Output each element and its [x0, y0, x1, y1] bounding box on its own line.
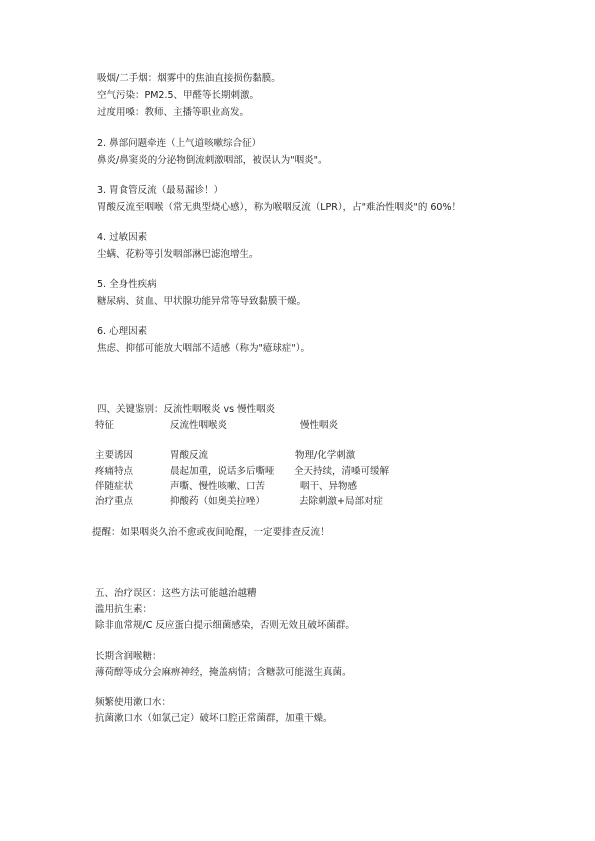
- table-cell: 咽干、异物感: [300, 481, 358, 492]
- myth-text-lozenges: 薄荷醇等成分会麻痹神经，掩盖病情；含糖款可能滋生真菌。: [95, 667, 352, 678]
- table-cell: 主要诱因: [95, 450, 134, 461]
- myth-heading-mouthwash: 频繁使用漱口水：: [95, 697, 172, 708]
- cause-heading-reflux: 3. 胃食管反流（最易漏诊！）: [97, 185, 224, 196]
- table-cell: 物理/化学刺激: [295, 450, 356, 461]
- table-header-cell: 反流性咽喉炎: [170, 420, 228, 431]
- section-title-treatment-myths: 五、治疗误区：这些方法可能越治越糟: [95, 588, 257, 599]
- table-cell: 抑酸药（如奥美拉唑）: [170, 496, 266, 507]
- body-text-air-pollution: 空气污染：PM2.5、甲醛等长期刺激。: [97, 90, 260, 101]
- cause-heading-systemic: 5. 全身性疾病: [97, 279, 157, 290]
- myth-text-antibiotics: 除非血常规/C 反应蛋白提示细菌感染，否则无效且破坏菌群。: [95, 620, 355, 631]
- reminder-text: 提醒：如果咽炎久治不愈或夜间呛醒，一定要排查反流！: [92, 527, 330, 538]
- section-title-differential: 四、关键鉴别：反流性咽喉炎 vs 慢性咽炎: [97, 404, 276, 415]
- table-cell: 伴随症状: [95, 481, 134, 492]
- myth-heading-lozenges: 长期含润喉糖：: [95, 651, 162, 662]
- table-cell: 疼痛特点: [95, 466, 134, 477]
- table-cell: 胃酸反流: [170, 450, 209, 461]
- cause-heading-allergy: 4. 过敏因素: [97, 232, 148, 243]
- table-cell: 去除刺激+局部对症: [299, 496, 383, 507]
- myth-heading-antibiotics: 滥用抗生素：: [95, 604, 153, 615]
- cause-text-reflux: 胃酸反流至咽喉（常无典型烧心感），称为喉咽反流（LPR），占"难治性咽炎"的 60%！: [97, 202, 461, 213]
- body-text-voice-overuse: 过度用嗓：教师、主播等职业高发。: [97, 107, 250, 118]
- table-cell: 声嘶、慢性咳嗽、口苦: [170, 481, 266, 492]
- table-header-cell: 慢性咽炎: [300, 420, 339, 431]
- cause-heading-nasal: 2. 鼻部问题牵连（上气道咳嗽综合征）: [97, 138, 262, 149]
- cause-heading-psychological: 6. 心理因素: [97, 326, 148, 337]
- cause-text-nasal: 鼻炎/鼻窦炎的分泌物倒流刺激咽部，被误认为"咽炎"。: [97, 155, 328, 166]
- myth-text-mouthwash: 抗菌漱口水（如氯己定）破坏口腔正常菌群，加重干燥。: [95, 713, 333, 724]
- table-cell: 治疗重点: [95, 496, 134, 507]
- cause-text-psychological: 焦虑、抑郁可能放大咽部不适感（称为"癔球症"）。: [97, 343, 310, 354]
- table-cell: 全天持续，清嗓可缓解: [294, 466, 390, 477]
- body-text-smoking: 吸烟/二手烟：烟雾中的焦油直接损伤黏膜。: [97, 73, 281, 84]
- table-header-cell: 特征: [95, 420, 115, 431]
- table-cell: 晨起加重，说话多后嘶哑: [170, 466, 275, 477]
- cause-text-allergy: 尘螨、花粉等引发咽部淋巴滤泡增生。: [97, 249, 259, 260]
- cause-text-systemic: 糖尿病、贫血、甲状腺功能异常等导致黏膜干燥。: [97, 296, 307, 307]
